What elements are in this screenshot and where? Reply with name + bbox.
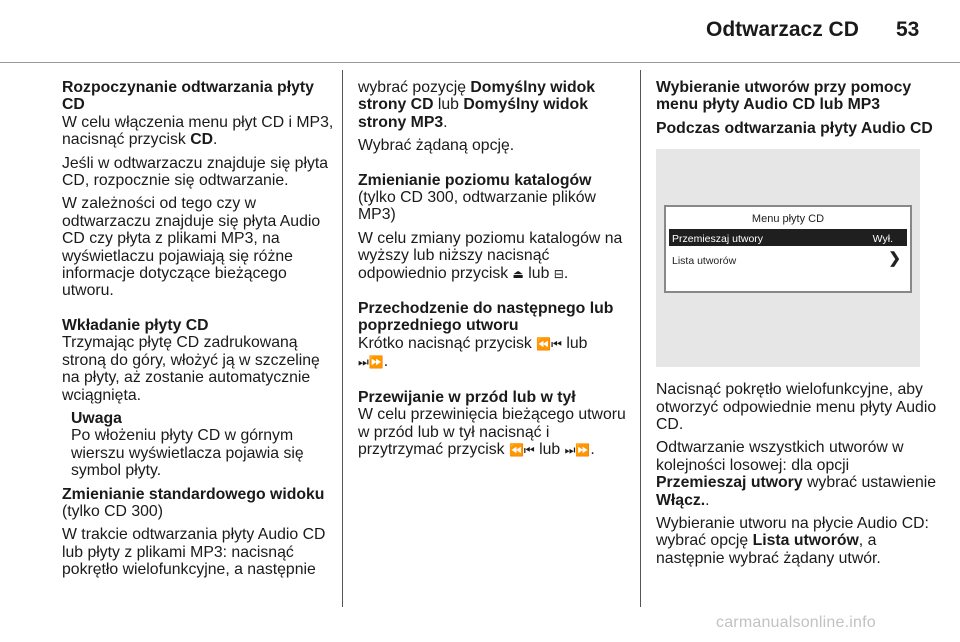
- paragraph-display-info: W zależności od tego czy w odtwarzaczu znajduje się płyta Audio CD czy płyta z plikami MP3, na wyświetlaczu pojawiają się różne informacje dotyczące bieżącego utworu.: [62, 195, 321, 300]
- heading-insert-cd: Wkładanie płyty CD: [62, 316, 209, 334]
- note-title: Uwaga: [71, 409, 122, 427]
- folder-down-icon: ⊟: [553, 266, 564, 281]
- page-title: Odtwarzacz CD: [706, 18, 859, 41]
- note-text: Po włożeniu płyty CD w górnym wierszu wyświetlacza pojawia się symbol płyty.: [71, 427, 304, 480]
- paragraph-next-prev-track: Krótko nacisnąć przycisk ⏪⏮ lub ⏭⏩.: [358, 334, 588, 371]
- rewind-icon: ⏪⏮: [508, 442, 535, 457]
- paragraph-folder-level: W celu zmiany poziomu katalogów na wyższy lub niższy nacisnąć odpowiednio przycisk ⏏ lub ⊟.: [358, 229, 623, 282]
- watermark: carmanualsonline.info: [716, 614, 876, 631]
- menu-item-shuffle-value: Wył.: [872, 233, 893, 246]
- paragraph-fast-forward: W celu przewinięcia bieżącego utworu w przód lub w tył nacisnąć i przytrzymać przycisk ⏪⏮ lub ⏭⏩.: [358, 406, 626, 458]
- paragraph-select-track: Wybieranie utworu na płycie Audio CD: wybrać opcję Lista utworów, a następnie wybrać żądany utwór.: [656, 515, 929, 567]
- heading-track-select-menu: Wybieranie utworów przy pomocy menu płyty Audio CD lub MP3: [656, 79, 912, 114]
- heading-during-audio-cd: Podczas odtwarzania płyty Audio CD: [656, 119, 933, 137]
- paragraph-cd300-only: (tylko CD 300): [62, 502, 163, 520]
- display-panel: [664, 205, 912, 293]
- heading-change-view: Zmienianie standardowego widoku: [62, 485, 325, 503]
- menu-item-shuffle: [669, 229, 907, 246]
- column-divider-2: [640, 70, 641, 607]
- paragraph-select-option: Wybrać żądaną opcję.: [358, 137, 515, 155]
- note-box: [71, 410, 338, 480]
- column-1: [62, 79, 338, 585]
- paragraph-open-menu: Nacisnąć pokrętło wielofunkcyjne, aby otworzyć odpowiednie menu płyty Audio CD.: [656, 381, 937, 434]
- cd-button-label: CD: [190, 131, 214, 149]
- paragraph-select-view: wybrać pozycję Domyślny widok strony CD lub Domyślny widok strony MP3.: [358, 79, 596, 131]
- column-2: [358, 79, 630, 465]
- previous-track-icon: ⏪⏮: [536, 336, 562, 351]
- page-header: [0, 0, 960, 66]
- paragraph-cd-menu: W celu włączenia menu płyt CD i MP3, nacisnąć przycisk CD.: [62, 113, 334, 149]
- fast-forward-icon: ⏭⏩: [564, 442, 591, 457]
- heading-next-prev-track: Przechodzenie do następnego lub poprzedniego utworu: [358, 300, 614, 335]
- header-rule: [0, 62, 960, 63]
- column-3: [656, 79, 938, 573]
- paragraph-shuffle-setting: Przemieszaj utwory wybrać ustawienie Włącz..: [656, 474, 937, 509]
- heading-folder-level: Zmienianie poziomu katalogów: [358, 171, 592, 189]
- screen-illustration: [656, 149, 920, 367]
- heading-fast-forward: Przewijanie w przód lub w tył: [358, 388, 576, 406]
- column-divider-1: [342, 70, 343, 607]
- paragraph-mp3-only: (tylko CD 300, odtwarzanie plików MP3): [358, 189, 596, 224]
- paragraph-playback-start: Jeśli w odtwarzaczu znajduje się płyta CD, rozpocznie się odtwarzanie.: [62, 154, 329, 190]
- paragraph-change-view: W trakcie odtwarzania płyty Audio CD lub płyty z plikami MP3: nacisnąć pokrętło wielofunkcyjne, a następnie: [62, 526, 326, 579]
- heading-start-playback: Rozpoczynanie odtwarzania płyty CD: [62, 79, 314, 114]
- paragraph-insert-cd: Trzymając płytę CD zadrukowaną stroną do góry, włożyć ją w szczelinę na płyty, aż zostanie automatycznie wciągnięta.: [62, 334, 320, 404]
- chevron-right-icon: ❯: [888, 250, 901, 268]
- next-track-icon: ⏭⏩: [358, 355, 384, 370]
- folder-up-icon: ⏏: [512, 266, 524, 281]
- menu-item-track-list-label: Lista utworów: [672, 255, 737, 268]
- menu-item-track-list: [669, 251, 907, 268]
- menu-item-shuffle-label: Przemieszaj utwory: [672, 233, 764, 246]
- page-number: 53: [896, 18, 920, 41]
- menu-title: Menu płyty CD: [751, 213, 825, 226]
- paragraph-random-play: Odtwarzanie wszystkich utworów w kolejności losowej: dla opcji: [656, 439, 904, 474]
